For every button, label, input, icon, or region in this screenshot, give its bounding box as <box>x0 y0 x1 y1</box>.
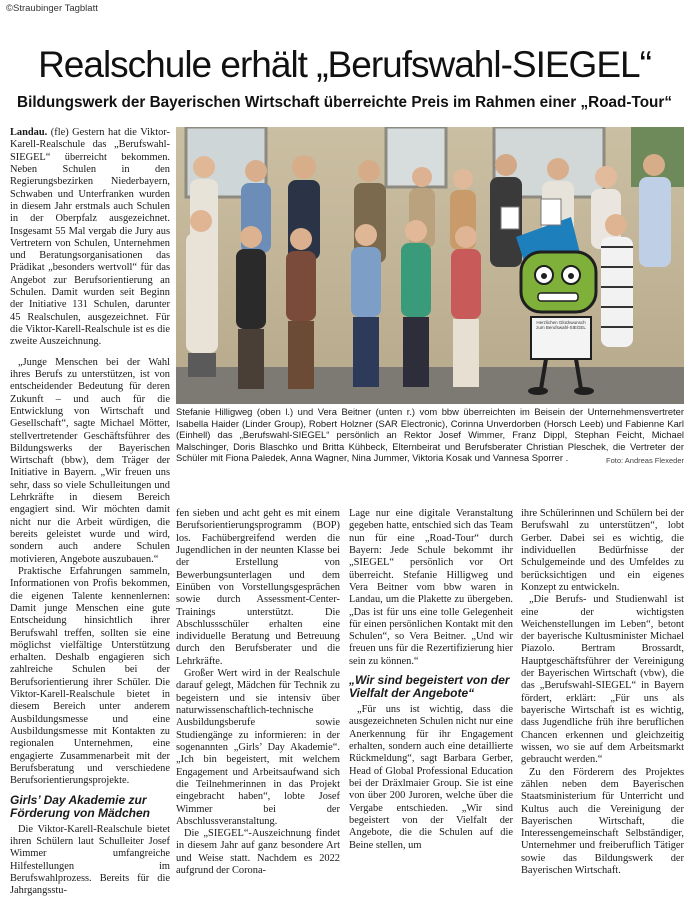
article-column-3 <box>349 508 513 852</box>
article-paragraph <box>10 127 170 349</box>
article-paragraph: fen sieben und acht geht es mit einem Berufsorientierungsprogramm (BOP) los. Fachübergreifend werden die Jugendlichen in der neunten Klasse bei der Erstellung von Bewerbungsunterlagen und dem Einüben von Vorstellungsgesprächen sowie durch Assessment-Center-Trainings unterstützt. Die Abschlussschüler erhalten eine individuelle Beratung und Betreuung durch den Berufsberater und die Lehrkräfte. <box>176 508 340 667</box>
article-paragraph: Die „SIEGEL“-Auszeichnung findet in diesem Jahr auf ganz besondere Art und Weise statt. Nachdem es 2022 aufgrund der Corona- <box>176 828 340 877</box>
section-heading: Girls’ Day Akademie zur Förderung von Mädchen <box>10 792 151 820</box>
article-paragraph: Großer Wert wird in der Realschule darauf gelegt, Mädchen für Technik zu begeistern und sie intensiv über naturwissenschaftlich-technische Ausbildungsberufe sowie Studiengänge zu informieren: in der sogenannten „Girls’ Day Akademie“. „Ich bin begeistert, mit welchem Engagement und Arbeitsaufwand sich die Teilnehmerinnen in das Projekt eingebracht haben“, lobte Josef Wimmer bei der Abschlussveranstaltung. <box>176 668 340 827</box>
photo-illustration <box>176 127 684 404</box>
article-column-1 <box>10 127 170 897</box>
article-column-2 <box>176 508 340 877</box>
article-paragraph: ihre Schülerinnen und Schülern bei der Berufswahl zu unterstützen“, lobt Gerber. Dabei sei es wichtig, die individuellen Bedürfnisse der Schulgemeinde und des Umfeldes zu berücksichtigen und ein eigenes Konzept zu entwickeln. <box>521 508 684 593</box>
section-heading: „Wir sind begeistert von der Vielfalt der Angebote“ <box>349 673 510 701</box>
article-paragraph: „Für uns ist wichtig, dass die ausgezeichneten Schulen nicht nur eine Anerkennung für ihr Engagement erhalten, sondern auch eine detaillierte Rückmeldung“, sagt Barbara Gerber, Head of Global Professional Education bei der Dräxlmaier Group. Sie ist eine von über 200 Juroren, welche über die Vergabe entschieden. „Wir sind begeistert von der Vielfalt der Angebote, die die Schulen auf die Beine stellen, um <box>349 704 513 851</box>
article-paragraph: Die Viktor-Karell-Realschule bietet ihren Schülern laut Schulleiter Josef Wimmer umfangreiche Hilfestellungen im Berufswahlprozess. Bereits für die Jahrgangsstu- <box>10 823 170 897</box>
article-paragraph: Praktische Erfahrungen sammeln, Informationen von Profis bekommen, die eigenen Talente kennenlernen: Damit junge Menschen eine gute Entscheidung hinsichtlich ihrer Berufswahl treffen, sollten sie eine möglichst vielfältige Unterstützung erhalten. Deshalb engagieren sich zahlreiche Schulen bei der Berufsorientierung ihrer Schüler. Die Viktor-Karell-Realschule bietet in diesem Bereich unter anderem Ausbildungsmesse und eine Ausbildungsmesse mit Kontakten zu regionalen Unternehmen, eine engagierte Zusammenarbeit mit der Berufsberatung und verschiedene Berufsorientierungsprojekte. <box>10 565 170 787</box>
sign-text: Herzlichen Glückwunsch zum Berufswahl-SIEGEL <box>536 320 586 330</box>
paragraph-text: (fle) Gestern hat die Viktor-Karell-Realschule das „Berufswahl-SIEGEL“ überreicht bekommen. Neben Schulen in den Regierungsbezirken Niederbayern, Schwaben und Unterfranken wurden in diesem Jahr erstmals auch Schulen in der Oberpfalz ausgezeichnet. Insgesamt 55 Mal vergab die Jury aus Vertretern von Schulen, Unternehmen und Beratungsorganisationen das Prädikat „besonders wertvoll“ für das Angebot zur Berufsorientierung an Schulen. Damit wurden seit Beginn der Initiative 131 Schulen, darunter 45 Realschulen, ausgezeichnet. Für die Viktor-Karell-Realschule ist es die zweite Auszeichnung. <box>10 127 170 348</box>
dateline: Landau. <box>10 127 48 138</box>
subheadline: Bildungswerk der Bayerischen Wirtschaft überreichte Preis im Rahmen einer „Road-Tour“ <box>17 94 672 111</box>
photo-credit: Foto: Andreas Flexeder <box>606 456 684 465</box>
group-photo <box>176 127 684 404</box>
article-paragraph: „Junge Menschen bei der Wahl ihres Berufs zu unterstützen, ist von entscheidender Bedeutung für deren Zukunft – und auch für die Entwicklung von Wirtschaft und Gesellschaft“, sagte Michael Mötter, stellvertretender Geschäftsführer des Bildungswerks der Bayerischen Wirtschaft (bbw), dem Träger der Initiative in Bayern. „Wir freuen uns sehr, dass so viele Schulleitungen und Lehrkräfte in diesem Bereich engagiert sind. Wir möchten damit nicht nur die Arbeit würdigen, die bereits geleistet wurde und wird, sondern auch andere Schulen motivieren, Angebote auszubauen.“ <box>10 356 170 565</box>
photo-caption <box>176 406 684 467</box>
article-paragraph: Zu den Förderern des Projektes zählen neben dem Bayerischen Staatsministerium für Unterricht und Kultus auch die Vereinigung der Bayerischen Wirtschaft, die Interessengemeinschaft Selbständiger, Unternehmer und freiberuflich Tätiger sowie das Bildungswerk der Bayerischen Wirtschaft. <box>521 766 684 877</box>
article-paragraph: „Die Berufs- und Studienwahl ist eine der wichtigsten Weichenstellungen im Leben“, betont der bayerische Kultusminister Michael Piazolo. Bertram Brossardt, Hauptgeschäftsführer der Vereinigung der Bayerischen Wirtschaft (vbw), die das „Berufswahl-SIEGEL“ in Bayern fördert, erklärt: „Für uns als bayerische Wirtschaft ist es wichtig, dass Jugendliche früh ihre beruflichen Chancen erkennen und gleichzeitig wissen, wo sie auf dem Arbeitsmarkt gebraucht werden.“ <box>521 594 684 766</box>
article-paragraph: Lage nur eine digitale Veranstaltung gegeben hatte, entschied sich das Team nun für eine „Road-Tour“ durch Bayern: Jede Schule bekommt ihr „SIEGEL“ persönlich vor Ort überreicht. Stefanie Hilligweg und Vera Beitner vom bbw waren in Landau, um die Plakette zu übergeben. „Das ist für uns eine tolle Gelegenheit für einen persönlichen Kontakt mit den Schulen“, so Vera Beitner. „Und wir freuen uns für die Rezertifizierung hier sein zu können.“ <box>349 508 513 667</box>
headline: Realschule erhält „Berufswahl-SIEGEL“ <box>38 44 651 85</box>
newspaper-source: ©Straubinger Tagblatt <box>6 3 98 14</box>
article-column-4 <box>521 508 684 877</box>
caption-text: Stefanie Hilligweg (oben l.) und Vera Beitner (unten r.) vom bbw überreichten im Beisein der Unternehmensvertreter Isabella Haider (Linder Group), Robert Holzner (SAR Electronic), Corinna Unverdorben (Horsch Leeb) und Fabienne Karl (Einhell) das „Berufswahl-SIEGEL“ persönlich an Rektor Josef Wimmer, Franz Dippl, Stephan Feicht, Michael Malschinger, Doris Blaschko und Britta Kühbeck, Elternbeirat und Berufsberater Christian Pleschek, die Vertreter der Schüler mit Fiona Paledek, Anna Wagner, Nina Jummer, Viktoria Kosak und Vannesa Sporrer . <box>176 406 684 463</box>
